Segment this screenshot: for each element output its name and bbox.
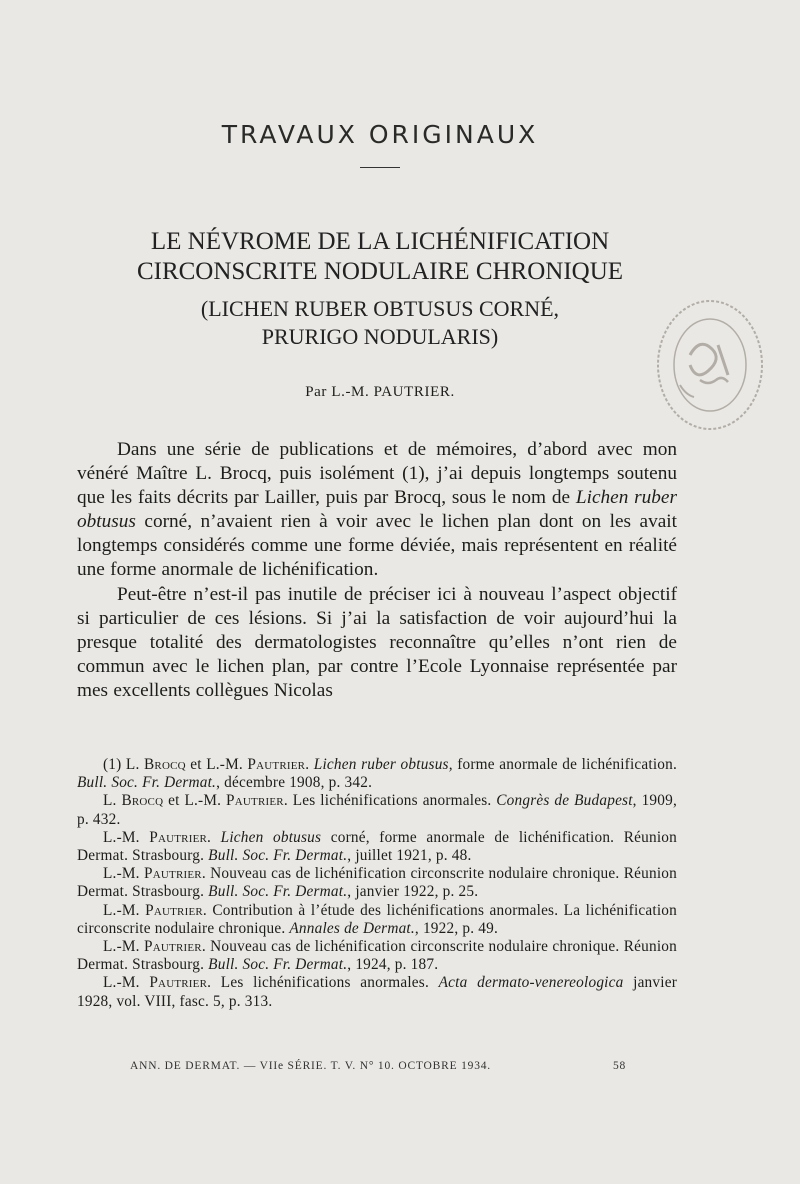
article-title-line-2: CIRCONSCRITE NODULAIRE CHRONIQUE — [136, 258, 624, 285]
article-title-line-1: LE NÉVROME DE LA LICHÉNIFICATION — [150, 228, 610, 255]
section-title: TRAVAUX ORIGINAUX — [221, 120, 539, 149]
footnote-7: L.-M. Pautrier. Les lichénifications anormales. Acta dermato-venereologica janvier 1928, vol. VIII, fasc. 5, p. 313. — [77, 974, 677, 1010]
page-number: 58 — [613, 1060, 627, 1072]
author-line: Par L.-M. PAUTRIER. — [305, 384, 455, 400]
footnote-5: L.-M. Pautrier. Contribution à l’étude des lichénifications anormales. La lichénification circonscrite nodulaire chronique. Annales de Dermat., 1922, p. 49. — [77, 901, 678, 937]
footnote-4: L.-M. Pautrier. Nouveau cas de lichénification circonscrite nodulaire chronique. Réunion Dermat. Strasbourg. Bull. Soc. Fr. Dermat., janvier 1922, p. 25. — [77, 865, 677, 901]
title-divider — [360, 167, 400, 168]
article-body — [77, 438, 677, 703]
body-paragraph-1: Dans une série de publications et de mémoires, d’abord avec mon vénéré Maître L. Brocq, puis isolément (1), j’ai depuis longtemps soutenu que les faits décrits par Lailler, puis par Brocq, sous le nom de Lichen ruber obtusus corné, n’avaient rien à voir avec le lichen plan dont on les avait longtemps considérés comme une forme déviée, mais représentent en réalité une forme anormale de lichénification. — [77, 439, 677, 581]
footnote-6: L.-M. Pautrier. Nouveau cas de lichénification circonscrite nodulaire chronique. Réunion Dermat. Strasbourg. Bull. Soc. Fr. Dermat., 1924, p. 187. — [77, 938, 677, 974]
footnote-3: L.-M. Pautrier. Lichen obtusus corné, forme anormale de lichénification. Réunion Dermat. Strasbourg. Bull. Soc. Fr. Dermat., juillet 1921, p. 48. — [77, 828, 677, 865]
article-subtitle-line-1: (LICHEN RUBER OBTUSUS CORNÉ, — [200, 296, 560, 321]
library-stamp-icon — [640, 285, 770, 445]
article-subtitle-line-2: PRURIGO NODULARIS) — [261, 324, 499, 349]
footnote-2: L. Brocq et L.-M. Pautrier. Les lichénifications anormales. Congrès de Budapest, 1909, p. 432. — [77, 792, 677, 828]
body-paragraph-2: Peut-être n’est-il pas inutile de préciser ici à nouveau l’aspect objectif si particulier de ces lésions. Si j’ai la satisfaction de voir aujourd’hui la presque totalité des dermatologistes reconnaître qu’elles n’ont rien de commun avec le lichen plan, par contre l’Ecole Lyonnaise représentée par mes excellents collègues Nicolas — [77, 583, 677, 701]
footnote-1: (1) L. Brocq et L.-M. Pautrier. Lichen ruber obtusus, forme anormale de lichénification. Bull. Soc. Fr. Dermat., décembre 1908, p. 342. — [77, 756, 677, 792]
journal-reference: ANN. DE DERMAT. — VIIe SÉRIE. T. V. N° 10. OCTOBRE 1934. — [130, 1060, 491, 1072]
footnotes — [77, 756, 677, 1011]
